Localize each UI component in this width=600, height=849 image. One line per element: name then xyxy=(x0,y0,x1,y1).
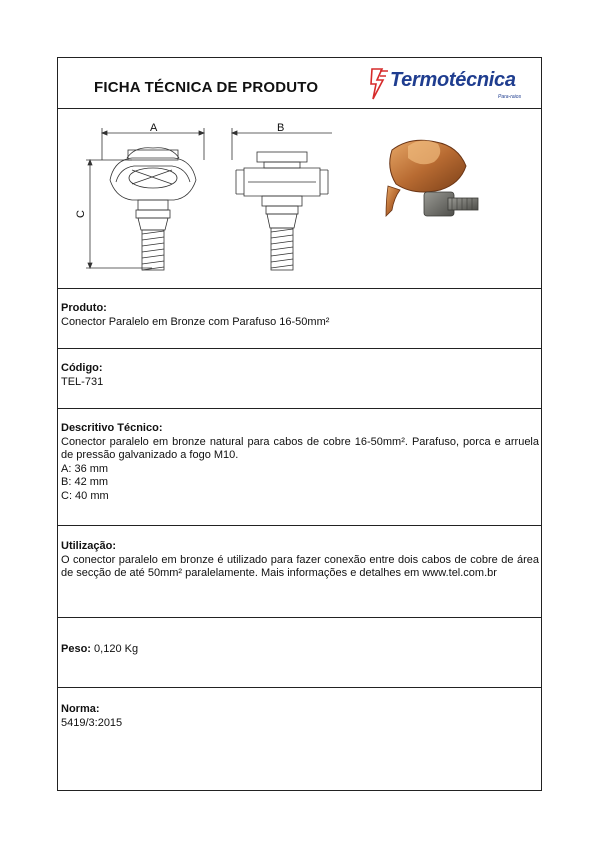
codigo-section xyxy=(61,362,539,389)
produto-section xyxy=(61,302,539,329)
produto-label: Produto: xyxy=(61,302,107,314)
peso-section xyxy=(61,643,539,657)
peso-value: 0,120 Kg xyxy=(94,643,139,655)
dimension-b-label: B xyxy=(277,122,285,134)
divider xyxy=(58,687,541,688)
produto-value: Conector Paralelo em Bronze com Parafuso 16-50mm² xyxy=(61,315,330,328)
dimension-a-label: A xyxy=(150,122,158,134)
datasheet-frame xyxy=(57,57,542,791)
peso-label: Peso: xyxy=(61,643,91,655)
divider xyxy=(58,108,541,109)
dimension-a-value: A: 36 mm xyxy=(61,462,109,475)
dimension-c-value: C: 40 mm xyxy=(61,489,109,502)
divider xyxy=(58,348,541,349)
divider xyxy=(58,525,541,526)
utilizacao-section xyxy=(61,540,539,581)
utilizacao-text: O conector paralelo em bronze é utilizado para fazer conexão entre dois cabos de cobre de área de secção de até 50mm² paralelamente. Mais informações e detalhes em www.tel.com.br xyxy=(61,553,539,580)
technical-drawing xyxy=(72,120,332,280)
norma-label: Norma: xyxy=(61,703,100,715)
divider xyxy=(58,288,541,289)
codigo-value: TEL-731 xyxy=(61,375,104,388)
logo-lightning-icon xyxy=(368,67,390,101)
brand-logo xyxy=(368,64,538,104)
divider xyxy=(58,617,541,618)
product-photo xyxy=(378,130,488,250)
norma-value: 5419/3:2015 xyxy=(61,716,123,729)
logo-tagline: Para-raios xyxy=(498,94,522,100)
utilizacao-label: Utilização: xyxy=(61,540,117,552)
logo-name: Termotécnica xyxy=(390,69,516,91)
descritivo-label: Descritivo Técnico: xyxy=(61,422,163,434)
dimension-b-value: B: 42 mm xyxy=(61,476,109,489)
codigo-label: Código: xyxy=(61,362,103,374)
dimension-c-label: C xyxy=(75,210,87,218)
descritivo-section xyxy=(61,422,539,504)
page-title: FICHA TÉCNICA DE PRODUTO xyxy=(94,79,319,96)
norma-section xyxy=(61,703,539,730)
descritivo-text: Conector paralelo em bronze natural para cabos de cobre 16-50mm². Parafuso, porca e arruela de pressão galvanizado a fogo M10. xyxy=(61,435,539,462)
divider xyxy=(58,408,541,409)
